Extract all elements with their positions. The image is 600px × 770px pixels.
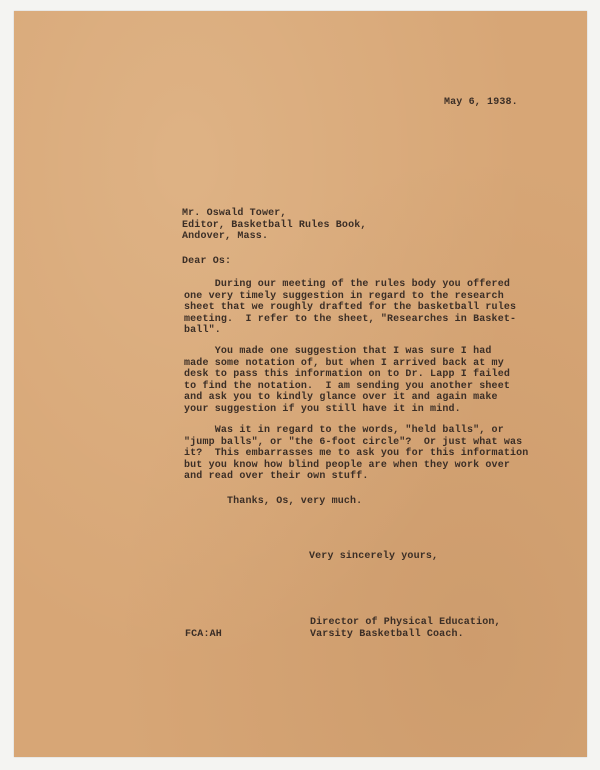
- signature-line: Director of Physical Education,: [310, 617, 501, 628]
- body-line: your suggestion if you still have it in mind.: [184, 403, 461, 415]
- body-paragraph-1: [184, 279, 516, 337]
- body-line: to find the notation. I am sending you another sheet: [184, 380, 511, 392]
- signature-line: Varsity Basketball Coach.: [310, 628, 464, 640]
- complimentary-closing: Very sincerely yours,: [309, 551, 439, 562]
- address-line: Andover, Mass.: [182, 231, 269, 242]
- body-line: meeting. I refer to the sheet, "Researches in Basket-: [184, 313, 517, 325]
- body-line: "jump balls", or "the 6-foot circle"? Or just what was: [184, 436, 523, 448]
- body-line: it? This embarrasses me to ask you for this information: [184, 448, 529, 460]
- body-line: sheet that we roughly drafted for the basketball rules: [184, 302, 517, 314]
- salutation: Dear Os:: [182, 256, 232, 267]
- body-line: During our meeting of the rules body you offered: [184, 279, 511, 290]
- letter-date: May 6, 1938.: [444, 97, 518, 108]
- body-line: and read over their own stuff.: [184, 471, 369, 483]
- letter-page: [14, 11, 587, 757]
- address-line: Editor, Basketball Rules Book,: [182, 219, 367, 231]
- body-line: You made one suggestion that I was sure I had: [184, 346, 492, 357]
- signature-block: [310, 617, 501, 641]
- reference-initials: FCA:AH: [185, 629, 222, 640]
- body-line: one very timely suggestion in regard to the research: [184, 290, 504, 302]
- body-line: ball".: [184, 325, 221, 337]
- body-line: made some notation of, but when I arrived back at my: [184, 357, 504, 369]
- address-line: Mr. Oswald Tower,: [182, 208, 287, 219]
- body-line: Was it in regard to the words, "held balls", or: [184, 425, 504, 436]
- body-line: desk to pass this information on to Dr. Lapp I failed: [184, 369, 511, 381]
- recipient-address: [182, 208, 367, 243]
- body-paragraph-3: [184, 425, 528, 483]
- body-line: but you know how blind people are when they work over: [184, 459, 511, 471]
- body-line: and ask you to kindly glance over it and again make: [184, 392, 498, 404]
- body-paragraph-2: [184, 346, 510, 416]
- thanks-line: Thanks, Os, very much.: [227, 496, 363, 507]
